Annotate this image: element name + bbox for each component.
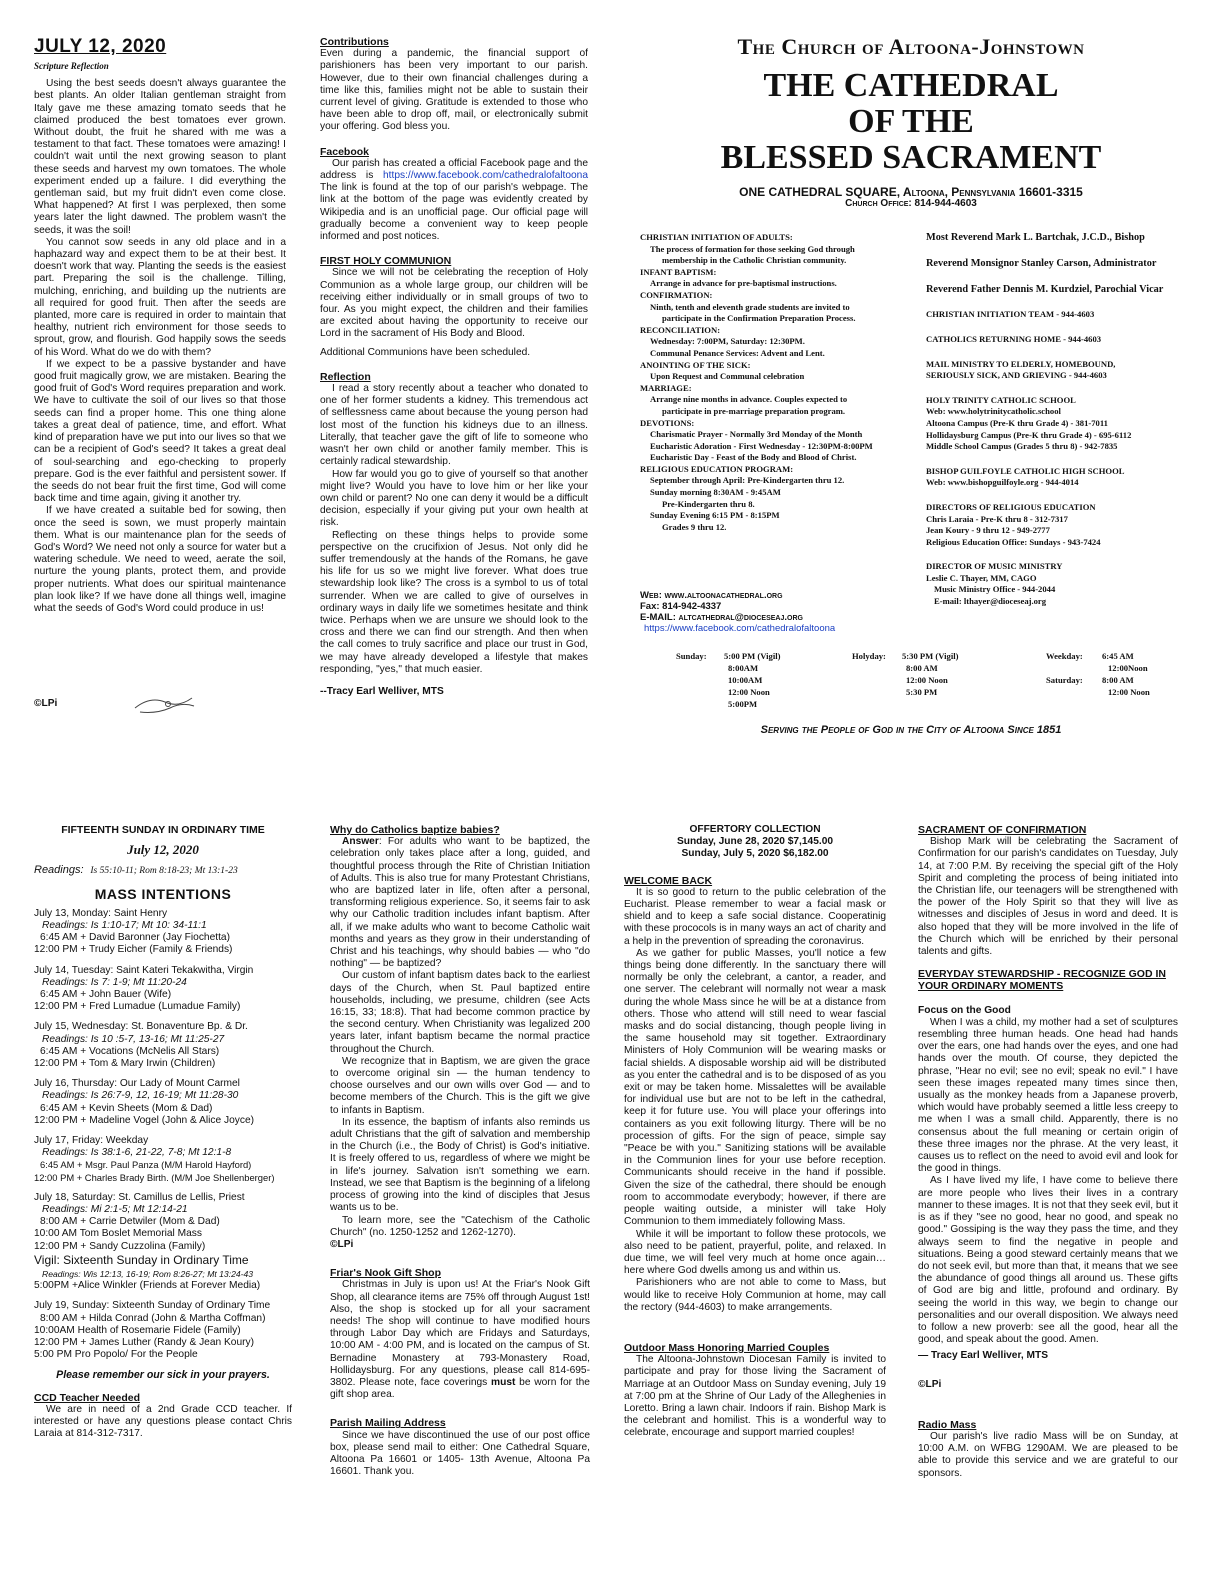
sunday-date: July 12, 2020	[127, 842, 199, 858]
mass-intention-readings: Readings: Is 1:10-17; Mt 10: 34-11:1	[42, 920, 207, 932]
mass-intention-line: 6:45 AM + Msgr. Paul Panza (M/M Harold Hayford)	[40, 1159, 252, 1171]
mass-intention-readings: Readings: Wis 12:13, 16-19; Rom 8:26-27; Mt 13:24-43	[42, 1268, 254, 1279]
mass-intention-line: 12:00 PM + Fred Lumadue (Lumadue Family)	[34, 1001, 241, 1013]
mass-intention-readings: Readings: Mi 2:1-5; Mt 12:14-21	[42, 1204, 188, 1216]
reflection-paragraph: If we expect to be a passive bystander and have good fruit magically grow, we are mistaken. Bearing the good fruit of God's Word requires preparation and work. We have to cultivate the soil of our lives so that those seeds can find a proper home. This one thing alone takes a great deal of patience, time, and effort. What kind of preparation have we put into our lives so that we can be a recipient of God's seed? It takes a great deal of soul-searching and ego-checking to properly prepare. God is the ever faithful and persistent sower. If the seeds do not bear fruit the first time, God will come back time and time again, giving it another try.	[34, 358, 286, 505]
sacrament-detail: Arrange nine months in advance. Couples expected to	[650, 394, 848, 405]
sick-prayer-note: Please remember our sick in your prayers.	[56, 1369, 270, 1382]
ccd-heading: CCD Teacher Needed	[34, 1391, 141, 1404]
baptize-paragraph: Our custom of infant baptism dates back to the earliest days of the Church, when St. Paul baptized entire households, including, we presume, children (see Acts 16:15, 33; 18:8). That had become common practice by the second century. When Christianity was legalized 200 years later, infant baptism became the normal practice throughout the Church.	[330, 970, 590, 1055]
church-name: The Church of Altoona-Johnstown	[737, 34, 1085, 59]
ministry-detail: Hollidaysburg Campus (Pre-K thru Grade 4) - 695-6112	[926, 429, 1132, 440]
bulletin-date: JULY 12, 2020	[34, 36, 167, 57]
ministry-block	[926, 334, 1198, 346]
sacrament-detail: Pre-Kindergarten thru 8.	[662, 498, 755, 509]
sacrament-detail: Upon Request and Communal celebration	[650, 371, 805, 382]
sacrament-detail: Sunday morning 8:30AM - 9:45AM	[650, 487, 781, 498]
baptism-column	[330, 824, 590, 1564]
ministry-block	[926, 466, 1198, 489]
ministry-title: CHRISTIAN INITIATION TEAM - 944-4603	[926, 309, 1095, 320]
mass-time: 12:00 Noon	[728, 687, 770, 697]
welcome-back-paragraph: Parishioners who are not able to come to Mass, but would like to receive Holy Communion at home, may call the rectory (944-4603) to make arrangements.	[624, 1277, 886, 1313]
facebook-text: Our parish has created a official Facebook page and the address is https://www.facebook.com/cathedralofaltoona The link is found at the top of our parish's webpage. The link at the bottom of the page was evidently created by Wikipedia and is an unofficial page. Our official page will gradually become a convenient way to keep people informed and post notices.	[320, 157, 588, 243]
welcome-back-paragraph: It is so good to return to the public celebration of the Eucharist. Please remember to wear a facial mask or shield and to keep a safe social distance. Cooperatinig with these prococols is in many ways an act of charity and a help in the prevention of spreading the coronavirus.	[624, 886, 886, 947]
lpi-credit: ©LPi	[330, 1238, 354, 1250]
mass-intention-line: 5:00PM +Alice Winkler (Friends at Forever Media)	[34, 1280, 261, 1292]
ministry-title: HOLY TRINITY CATHOLIC SCHOOL	[926, 394, 1076, 405]
sacrament-detail: Sunday Evening 6:15 PM - 8:15PM	[650, 510, 780, 521]
sacrament-detail: Ninth, tenth and eleventh grade students are invited to	[650, 301, 850, 312]
mass-intentions-list	[34, 908, 292, 1362]
outdoor-mass-text: The Altoona-Johnstown Diocesan Family is invited to participate and pray for those living the Sacrament of Marriage at an Outdoor Mass on Sunday evening, July 19 at 7:00 pm at the Shrine of Our Lady of the Alleghenies in Loretto. Bring a lawn chair. Indoors if rain. Bishop Mark is the celebrant and homilist. This is a wonderful way to celebrate, encourage and support married couples!	[624, 1354, 886, 1439]
mass-intention-day-title: July 13, Monday: Saint Henry	[34, 907, 168, 919]
mass-time: 6:45 AM	[1102, 651, 1134, 661]
clergy-name: Reverend Father Dennis M. Kurdziel, Parochial Vicar	[926, 283, 1164, 295]
church-office-phone: Church Office: 814-944-4603	[845, 198, 977, 210]
mass-intention-day	[34, 1192, 292, 1292]
mass-intention-line: 12:00 PM + Madeline Vogel (John & Alice Joyce)	[34, 1114, 255, 1126]
sacrament-heading: DEVOTIONS:	[640, 417, 695, 428]
mass-intention-readings: Readings: Is 7: 1-9; Mt 11:20-24	[42, 976, 187, 988]
facebook-heading: Facebook	[320, 145, 370, 158]
mass-intention-line: 10:00 AM Tom Boslet Memorial Mass	[34, 1228, 202, 1240]
sacrament-heading: CONFIRMATION:	[640, 289, 713, 300]
ministry-detail: Altoona Campus (Pre-K thru Grade 4) - 381-7011	[926, 417, 1108, 428]
ministry-detail: SERIOUSLY SICK, AND GRIEVING - 944-4603	[926, 370, 1107, 381]
focus-heading: Focus on the Good	[918, 1004, 1011, 1016]
mailing-address-text: Since we have discontinued the use of our post office box, please send mail to either: One Cathedral Square, Altoona Pa 16601 or 1405- 13th Avenue, Altoona Pa 16601. Thank you.	[330, 1429, 590, 1478]
offertory-title: OFFERTORY COLLECTION	[689, 824, 821, 835]
mass-intention-day	[34, 965, 292, 1014]
contact-info	[640, 590, 920, 646]
clergy-ministries	[926, 232, 1198, 632]
ministry-detail: Web: www.bishopguilfoyle.org - 944-4014	[926, 477, 1079, 488]
ministry-detail: Religious Education Office: Sundays - 943-7424	[926, 536, 1101, 547]
hands-icon	[130, 688, 200, 718]
sunday-readings: Readings: Is 55:10-11; Rom 8:18-23; Mt 13:1-23	[34, 864, 238, 877]
mass-intention-day-title: July 17, Friday: Weekday	[34, 1135, 149, 1147]
cathedral-address: ONE CATHEDRAL SQUARE, Altoona, Pennsylvania 16601-3315	[739, 185, 1083, 199]
sacrament-detail: Grades 9 thru 12.	[662, 521, 727, 532]
confirmation-text: Bishop Mark will be celebrating the Sacrament of Confirmation for our parish's candidates on Tuesday, July 14, at 7:00 P.M. By receiving the special gift of the Holy Spirit and completing the process of being initiated into the Christian life, our teenagers will be strengthened with the power of the Holy Spirit so that they will live as witnesses and disciples of Jesus in word and deed. It is also hoped that they will be more involved in the life of the Church which will be enriched by their personal talents and gifts.	[918, 836, 1178, 958]
sacrament-detail: Eucharistic Day - Feast of the Body and Blood of Christ.	[650, 452, 857, 463]
mass-intention-line: 12:00 PM + Tom & Mary Irwin (Children)	[34, 1058, 216, 1070]
reflection-paragraph: I read a story recently about a teacher who donated to one of her former students a kidney. This tremendous act of selflessness came about because the young person had lost most of the function his kidneys due to an illness. Literally, that teacher gave the gift of life to someone who wasn't her own child or another family member. This is certainly radical stewardship.	[320, 383, 588, 468]
baptize-paragraph: We recognize that in Baptism, we are given the grace to overcome original sin — the human tendency to choose ourselves and our own wills over God — and to become members of the Church. This is the gift we give to infants in Baptism.	[330, 1055, 590, 1116]
mass-time: 8:00 AM	[906, 663, 938, 673]
sacrament-detail: participate in the Confirmation Preparation Process.	[662, 313, 856, 324]
ministry-title: DIRECTORS OF RELIGIOUS EDUCATION	[926, 501, 1096, 512]
sacrament-heading: CHRISTIAN INITIATION OF ADULTS:	[640, 232, 793, 242]
confirmation-heading: SACRAMENT OF CONFIRMATION	[918, 824, 1087, 836]
mass-time: 5:00 PM (Vigil)	[724, 651, 781, 661]
outdoor-mass-heading: Outdoor Mass Honoring Married Couples	[624, 1341, 830, 1354]
lpi-credit: ©LPi	[34, 698, 58, 709]
sacrament-detail: Arrange in advance for pre-baptismal instructions.	[650, 278, 837, 289]
mass-intention-line: 6:45 AM + Kevin Sheets (Mom & Dad)	[40, 1102, 213, 1114]
baptize-heading: Why do Catholics baptize babies?	[330, 824, 500, 836]
welcome-back-heading: WELCOME BACK	[624, 874, 713, 887]
facebook-url[interactable]: https://www.facebook.com/cathedralofaltoona	[644, 623, 836, 634]
sacrament-heading: RELIGIOUS EDUCATION PROGRAM:	[640, 463, 794, 474]
ministry-detail: Leslie C. Thayer, MM, CAGO	[926, 572, 1037, 583]
first-holy-communion-text: Since we will not be celebrating the reception of Holy Communion as a whole large group, our children will be receiving either individually or in small groups of two to four. As you might expect, the children and their families are excited about having the opportunity to receive our Lord in the sacrament of His Body and Blood.	[320, 267, 588, 340]
mass-intention-line: 6:45 AM + Vocations (McNelis All Stars)	[40, 1045, 220, 1057]
offertory-column	[624, 824, 886, 1564]
email-address[interactable]: E-MAIL: altcathedral@dioceseaj.org	[640, 612, 803, 623]
mass-intention-line: 6:45 AM + David Baronner (Jay Fiochetta)	[40, 932, 230, 944]
cathedral-title-line3: BLESSED SACRAMENT	[720, 139, 1102, 176]
sacrament-heading: INFANT BAPTISM:	[640, 266, 717, 277]
announcements-column	[320, 36, 588, 756]
ministry-title: BISHOP GUILFOYLE CATHOLIC HIGH SCHOOL	[926, 465, 1125, 476]
mass-time: 12:00 Noon	[906, 675, 948, 685]
mass-intention-readings: Readings: Is 38:1-6, 21-22, 7-8; Mt 12:1-8	[42, 1147, 232, 1159]
tagline: Serving the People of God in the City of Altoona Since 1851	[760, 724, 1062, 736]
reflection-paragraph: How far would you go to give of yourself so that another might live? Would you have to love him or her like your own child or parent? No one can deny it would be a difficult decision, especially if your giving put your own health at risk.	[320, 468, 588, 529]
reflection-signature: --Tracy Earl Welliver, MTS	[320, 685, 444, 697]
masthead	[628, 34, 1194, 214]
friars-nook-text: Christmas in July is upon us! At the Friar's Nook Gift Shop, all clearance items are 75% off through August 1st! Also, the shop is stocked up for all your sacrament needs! The shop will continue to have modified hours through Labor Day which are Fridays and Saturdays, 10:00 AM - 4:00 PM, and is located on the campus of St. Bernadine Monastery at 793-Monastery Road, Hollidaysburg. For any questions, please call 814-695-3802. Please note, face coverings must be worn for the gift shop area.	[330, 1279, 590, 1401]
scripture-reflection-subtitle: Scripture Reflection	[34, 61, 109, 71]
stewardship-column	[918, 824, 1178, 1564]
ministry-title: MAIL MINISTRY TO ELDERLY, HOMEBOUND,	[926, 358, 1116, 369]
mass-intention-line: 8:00 AM + Hilda Conrad (John & Martha Coffman)	[40, 1312, 266, 1324]
mass-intention-line: 12:00 PM + Sandy Cuzzolina (Family)	[34, 1240, 206, 1252]
mass-intentions-heading: MASS INTENTIONS	[94, 885, 232, 902]
ministry-detail: Chris Laraia - Pre-K thru 8 - 312-7317	[926, 513, 1068, 524]
reflection-paragraph: Using the best seeds doesn't always guarantee the best plants. An older Italian gentleman straight from Italy gave me these amazing tomato seeds that he claimed produced the best tomatoes ever grown. Without doubt, the fruit he shared with me was a testament to that fact. These tomatoes were amazing! I couldn't wait until the next growing season to plant these seeds and harvest my own tomatoes. The whole experiment ended up a failure. I did everything the gentleman said, but my fruit didn't even come close. What happened? At first I was perplexed, then some years later the light dawned. The problem wasn't the seeds, it was the soil!	[34, 78, 286, 236]
sunday-title: FIFTEENTH SUNDAY IN ORDINARY TIME	[61, 824, 265, 836]
radio-mass-text: Our parish's live radio Mass will be on Sunday, at 10:00 A.M. on WFBG 1290AM. We are pleased to be able to provide this service and we are grateful to our sponsors.	[918, 1430, 1178, 1479]
ministry-block	[926, 359, 1198, 382]
first-holy-communion-heading: FIRST HOLY COMMUNION	[320, 255, 452, 268]
ministries-list	[926, 309, 1198, 607]
sacrament-detail: The process of formation for those seeking God through	[650, 243, 855, 254]
mass-time: 5:30 PM (Vigil)	[902, 651, 959, 661]
sacrament-detail: Communal Penance Services: Advent and Lent.	[650, 347, 825, 358]
mass-intention-day	[34, 1021, 292, 1070]
mass-intention-day-title: July 18, Saturday: St. Camillus de Lellis, Priest	[34, 1191, 245, 1203]
baptize-answer: Answer: For adults who want to be baptized, the celebration only takes place after a long, guided, and thoughtful process through the Rite of Christian Initiation of Adults. This is also true for many Protestant Christians, who are baptized later in life, often after a personal, transforming religious experience. So, it seems fair to ask why our Catholic tradition includes infant baptism. After all, if we make adults who want to become Catholic wait months and years as they grow in their understanding of Christ and his teachings, why should babies — who "do nothing" — be baptized?	[330, 836, 590, 970]
ministry-title: CATHOLICS RETURNING HOME - 944-4603	[926, 333, 1102, 344]
mass-intention-line: 5:00 PM Pro Popolo/ For the People	[34, 1349, 198, 1361]
mass-time: 10:00AM	[728, 675, 763, 685]
mass-intentions-column	[34, 824, 292, 1564]
mass-time: 5:00PM	[728, 699, 758, 709]
stewardship-paragraph: As I have lived my life, I have come to believe there are more people who lives their lives in a contrary manner to these images. It is not that they seek evil, but it is as if they "see no good, hear no good, and speak no good." Gossiping is the way they pass the time, and they always seem to find the negative in people and situations. Being a good steward certainly means that we do not seek evil, but more than that, it means that we see the abundance of good things all around us. These gifts of God are big and little, profound and ordinary. By seeing the world in this way, we begin to change our personalities and our overall disposition. We always need to follow a new proverb: see all the good, hear all the good, and speak about the good. Amen.	[918, 1175, 1178, 1346]
scripture-reflection-column	[34, 36, 286, 726]
mailing-address-heading: Parish Mailing Address	[330, 1417, 446, 1430]
reflection-paragraph: You cannot sow seeds in any old place and in a haphazard way and expect them to be at their best. It doesn't work that way. Planting the seeds is the easiest part. Preparing the soil is the challenge. Tilling, mulching, enriching, and building up the nutrients are all required for good fruit. Then after the seeds are planted, more care is required in order to maintain that healthy, nutrient rich environment for those seeds to sprout, grow, and flourish. God happily sows the seeds of his Word. What do we do with them?	[34, 236, 286, 358]
mass-intention-day	[34, 908, 292, 957]
fax-number: Fax: 814-942-4337	[640, 601, 722, 612]
mass-schedule-weekday: Weekday: 6:45 AM 12:00Noon Saturday: 8:00 AM 12:00 Noon	[1046, 651, 1150, 697]
everyday-stewardship-heading: EVERYDAY STEWARDSHIP - RECOGNIZE GOD IN YOUR ORDINARY MOMENTS	[918, 968, 1166, 993]
sacrament-detail: Charismatic Prayer - Normally 3rd Monday of the Month	[650, 429, 863, 440]
mass-intention-day	[34, 1135, 292, 1184]
mass-intention-line: 8:00 AM + Carrie Detwiler (Mom & Dad)	[40, 1216, 220, 1228]
mass-time: 12:00Noon	[1108, 663, 1148, 673]
sacrament-heading: ANOINTING OF THE SICK:	[640, 359, 751, 370]
mass-time: 8:00 AM	[1102, 675, 1134, 685]
mass-intention-line: Vigil: Sixteenth Sunday in Ordinary Time	[34, 1252, 249, 1267]
mass-intention-day-title: July 19, Sunday: Sixteenth Sunday of Ordinary Time	[34, 1300, 271, 1312]
sacrament-heading: RECONCILIATION:	[640, 324, 721, 335]
stewardship-paragraph: When I was a child, my mother had a set of sculptures resembling three human heads. One head had hands over the ears, one had hands over the eyes, and one had hands over the mouth. Of course, they depicted the phrase, "Hear no evil; see no evil; speak no evil." I have seen these images repeated many times since then, usually as the monkey heads from a Japanese proverb, which would have probably seemed a little less creepy to me when I was a small child. Apparently, there is no consensus about the full meaning or certain origin of these three images nor the phrase. At the very least, it causes us to reflect on the need to avoid evil and look for the good in things.	[918, 1016, 1178, 1175]
offertory-july-5: Sunday, July 5, 2020 $6,182.00	[681, 848, 829, 860]
mass-time: 5:30 PM	[906, 687, 938, 697]
sacrament-detail: membership in the Catholic Christian community.	[662, 255, 847, 266]
ministry-block	[926, 502, 1198, 548]
mass-time: 12:00 Noon	[1108, 687, 1150, 697]
sacraments-info	[640, 232, 920, 582]
mass-intention-readings: Readings: Is 10 :5-7, 13-16; Mt 11:25-27	[42, 1033, 225, 1045]
mass-intention-line: 12:00 PM + Charles Brady Birth. (M/M Joe Shellenberger)	[34, 1171, 275, 1183]
mass-schedule-sunday: Sunday: 5:00 PM (Vigil) 8:00AM 10:00AM 12:00 Noon 5:00PM	[676, 651, 781, 709]
ministry-detail: Jean Koury - 9 thru 12 - 949-2777	[926, 525, 1050, 536]
mass-intention-line: 10:00AM Health of Rosemarie Fidele (Family)	[34, 1324, 241, 1336]
sacrament-heading: MARRIAGE:	[640, 382, 692, 393]
offertory-june-28: Sunday, June 28, 2020 $7,145.00	[676, 836, 834, 848]
mass-intention-line: 12:00 PM + James Luther (Randy & Jean Koury)	[34, 1336, 254, 1348]
clergy-list	[926, 232, 1198, 295]
reflection-heading: Reflection	[320, 370, 371, 383]
reflection-paragraph: If we have created a suitable bed for sowing, then once the seed is sown, we must properly maintain them. What is our maintenance plan for the seeds of God's Word? We need not only a source for water but a watering schedule. We need to weed, aerate the soil, nurture the young plants, protect them, and provide proper nutrients. What does our spiritual maintenance plan look like? If we have done all things well, imagine what the seeds of God's Word could produce in us!	[34, 505, 286, 614]
mass-intention-day-title: July 15, Wednesday: St. Bonaventure Bp. & Dr.	[34, 1021, 248, 1033]
mass-intention-day	[34, 1078, 292, 1127]
welcome-back-paragraph: While it will be important to follow these protocols, we also need to be patient, prayerful, polite, and relaxed. In due time, we will feel very much at home once again…here where God dwells among us and within us.	[624, 1228, 886, 1277]
contributions-heading: Contributions	[320, 36, 389, 48]
mass-intention-readings: Readings: Is 26:7-9, 12, 16-19; Mt 11:28-30	[42, 1090, 239, 1102]
ministry-detail: Web: www.holytrinitycatholic.school	[926, 406, 1061, 417]
lpi-credit: ©LPi	[918, 1378, 942, 1390]
stewardship-signature: — Tracy Earl Welliver, MTS	[918, 1350, 1049, 1362]
mass-intention-line: 6:45 AM + John Bauer (Wife)	[40, 989, 172, 1001]
ministry-detail: Middle School Campus (Grades 5 thru 8) - 942-7835	[926, 441, 1118, 452]
sacrament-detail: Eucharistic Adoration - First Wednesday - 12:30PM-8:00PM	[650, 440, 873, 451]
sacrament-detail: September through April: Pre-Kindergarten thru 12.	[650, 475, 845, 486]
ccd-text: We are in need of a 2nd Grade CCD teacher. If interested or have any questions please contact Chris Laraia at 814-312-7317.	[34, 1403, 292, 1440]
ministry-block	[926, 561, 1198, 607]
cathedral-title-line1: THE CATHEDRAL	[763, 67, 1059, 104]
ministry-block	[926, 395, 1198, 453]
ministry-detail: Music Ministry Office - 944-2044	[934, 584, 1056, 595]
mass-time: 8:00AM	[728, 663, 759, 673]
ministry-detail: E-mail: lthayer@dioceseaj.org	[934, 596, 1047, 607]
baptize-paragraph: To learn more, see the "Catechism of the Catholic Church" (no. 1250-1252 and 1262-1270).	[330, 1214, 590, 1238]
additional-communions-text: Additional Communions have been scheduled.	[320, 346, 531, 358]
ministry-title: DIRECTOR OF MUSIC MINISTRY	[926, 561, 1063, 572]
clergy-name: Most Reverend Mark L. Bartchak, J.C.D., Bishop	[926, 232, 1145, 243]
reflection-paragraph: Reflecting on these things helps to provide some perspective on the crucifixion of Jesus. Not only did he suffer tremendously at the hands of the Romans, he gave his life for us so we might live forever. What does true stewardship look like? The cross is a symbol to us of total surrender. When we are called to give of ourselves in ordinary ways in daily life we sometimes hesitate and think twice. Perhaps when we are unsure we should look to the cross and there we can find our strength. And then when the call comes to truly sacrifice and place our trust in God, we may have already developed a lifestyle that makes responding, "yes," that much easier.	[320, 529, 588, 675]
ministry-block	[926, 309, 1198, 321]
contributions-text: Even during a pandemic, the financial support of parishioners has been very important to our parish. However, due to their own financial challenges during a time like this, families might not be able to sustain their current level of giving. Gratitude is extended to those who have been able to drop off, mail, or electronically submit your offering. God bless you.	[320, 48, 588, 133]
radio-mass-heading: Radio Mass	[918, 1418, 977, 1431]
mass-intention-day	[34, 1300, 292, 1361]
sacrament-detail: participate in pre-marriage preparation program.	[662, 405, 846, 416]
baptize-paragraph: In its essence, the baptism of infants also reminds us adult Christians that the gift of salvation and membership in the Church (i.e., the Body of Christ) is God's initiative. It is freely offered to us, regardless of where we might be in life's journey. Salvation isn't something we earn. Instead, we see that Baptism is the beginning of a lifelong process of growing into the kind of disciples that Jesus wants us to be.	[330, 1116, 590, 1214]
website[interactable]: Web: www.altoonacathedral.org	[640, 590, 783, 601]
clergy-name: Reverend Monsignor Stanley Carson, Administrator	[926, 257, 1157, 269]
facebook-link[interactable]: https://www.facebook.com/cathedralofaltoona	[383, 170, 588, 182]
mass-schedule-holyday: Holyday: 5:30 PM (Vigil) 8:00 AM 12:00 Noon 5:30 PM	[852, 651, 959, 697]
friars-nook-heading: Friar's Nook Gift Shop	[330, 1267, 442, 1280]
sacrament-detail: Wednesday: 7:00PM, Saturday: 12:30PM.	[650, 336, 805, 347]
mass-intention-day-title: July 16, Thursday: Our Lady of Mount Carmel	[34, 1078, 240, 1090]
welcome-back-paragraph: As we gather for public Masses, you'll notice a few things being done differently. In the sanctuary there will normally be only the celebrant, a cantor, a reader, and one server. The celebrant will normally not wear a mask during the whole Mass since he will be at a distance from others. Those who attend will still need to wear fascial masks and do social distancing, though people living in the same household may sit together. Extraordinary Ministers of Holy Communion will be wearing masks or facial shields. A disposable worship aid will be distributed as you enter the cathedral and is to be disposed of as you exit or may be taken home. Missalettes will be available for individual use but are not to be left in the cathedral, keep it for future use. You will place your offerings into containers as you exit following liturgy. There will be no procession of gifts. For the sign of peace, simple say "Peace be with you." Sanitizing stations will be available in the Communion lines for your use before reception. Communicants should receive in the hand if possible. Given the size of the cathedral, there should be enough room to accommodate everybody; however, if there are people waiting outside, a minister will take Holy Communion to them immediately following Mass.	[624, 947, 886, 1228]
mass-intention-day-title: July 14, Tuesday: Saint Kateri Tekakwitha, Virgin	[34, 964, 254, 976]
mass-intention-line: 12:00 PM + Trudy Eicher (Family & Friends)	[34, 944, 233, 956]
cathedral-title-line2: OF THE	[848, 103, 974, 140]
